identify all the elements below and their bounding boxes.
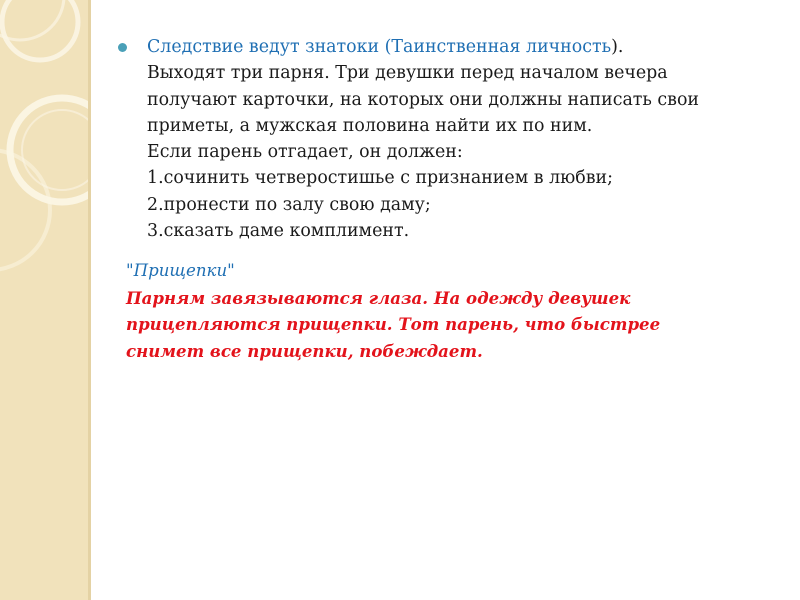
game-description	[118, 258, 758, 364]
bullet-line: Выходят три парня. Три девушки перед началом вечера	[147, 63, 668, 84]
bullet-line: Если парень отгадает, он должен:	[147, 142, 463, 163]
decorative-circles-pattern	[0, 0, 88, 600]
decorative-side-panel	[0, 0, 88, 600]
game-line: снимет все прищепки, побеждает.	[126, 340, 483, 361]
game-line: прицепляются прищепки. Тот парень, что быстрее	[126, 314, 661, 335]
bullet-line: 3.сказать даме комплимент.	[147, 221, 410, 242]
bullet-line: 2.пронести по залу свою даму;	[147, 194, 431, 215]
bullet-line: получают карточки, на которых они должны написать свои	[147, 89, 700, 110]
lead-tail-text: ).	[611, 37, 624, 57]
slide-content	[118, 34, 758, 364]
bullet-line: 1.сочинить четверостишье с признанием в любви;	[147, 168, 613, 189]
blue-lead-text: Следствие ведут знатоки (Таинственная личность	[147, 37, 612, 57]
bullet-dot	[118, 43, 127, 52]
bullet-first-line	[147, 34, 758, 60]
bullet-line: приметы, а мужская половина найти их по ним.	[147, 115, 593, 136]
game-line: Парням завязываются глаза. На одежду девушек	[126, 287, 631, 308]
side-panel-border	[88, 0, 91, 600]
bullet-paragraph	[118, 34, 758, 244]
game-title: "Прищепки"	[126, 261, 235, 281]
